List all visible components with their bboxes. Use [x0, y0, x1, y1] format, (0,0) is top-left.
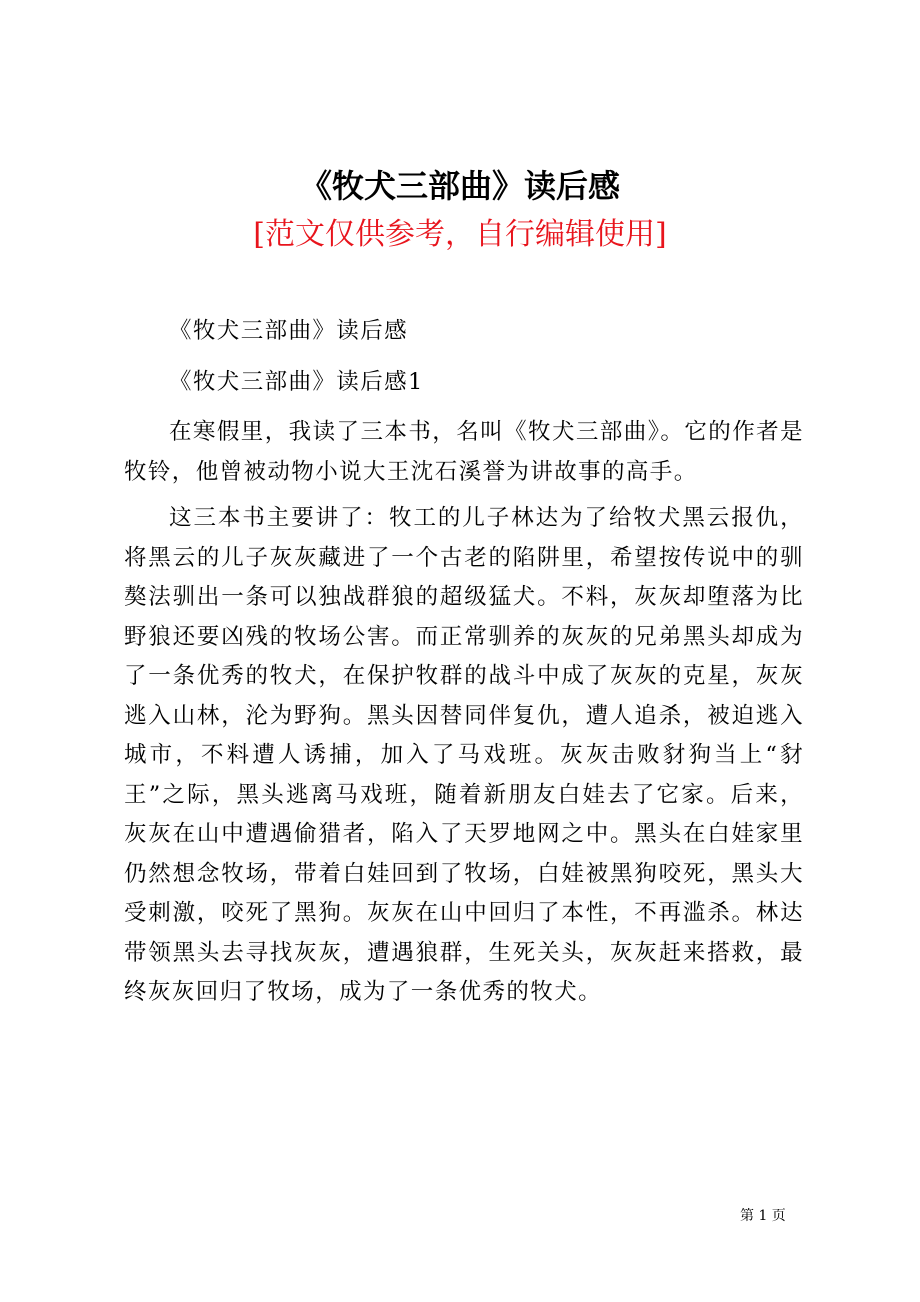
body-paragraph: 在寒假里，我读了三本书，名叫《牧犬三部曲》。它的作者是牧铃，他曾被动物小说大王沈石溪誉为讲故事的高手。 [124, 419, 804, 485]
section-subheading: 《牧犬三部曲》读后感1 [169, 368, 424, 395]
document-title: 《牧犬三部曲》读后感 [299, 167, 620, 205]
document-subtitle: [范文仅供参考，自行编辑使用] [253, 217, 667, 252]
document-body [124, 312, 804, 1020]
body-paragraph: 这三本书主要讲了：牧工的儿子林达为了给牧犬黑云报仇，将黑云的儿子灰灰藏进了一个古老的陷阱里，希望按传说中的驯獒法驯出一条可以独战群狼的超级猛犬。不料，灰灰却堕落为比野狼还要凶残的牧场公害。而正常驯养的灰灰的兄弟黑头却成为了一条优秀的牧犬，在保护牧群的战斗中成了灰灰的克星，灰灰逃入山林，沦为野狗。黑头因替同伴复仇，遭人追杀，被迫逃入城市，不料遭人诱捕，加入了马戏班。灰灰击败豺狗当上“豺王”之际，黑头逃离马戏班，随着新朋友白娃去了它家。后来，灰灰在山中遭遇偷猎者，陷入了天罗地网之中。黑头在白娃家里仍然想念牧场，带着白娃回到了牧场，白娃被黑狗咬死，黑头大受刺激，咬死了黑狗。灰灰在山中回归了本性，不再滥杀。林达带领黑头去寻找灰灰，遭遇狼群，生死关头，灰灰赶来搭救，最终灰灰回归了牧场，成为了一条优秀的牧犬。 [124, 505, 804, 1005]
section-heading: 《牧犬三部曲》读后感 [169, 318, 409, 344]
page-number: 第 1 页 [740, 1208, 786, 1224]
